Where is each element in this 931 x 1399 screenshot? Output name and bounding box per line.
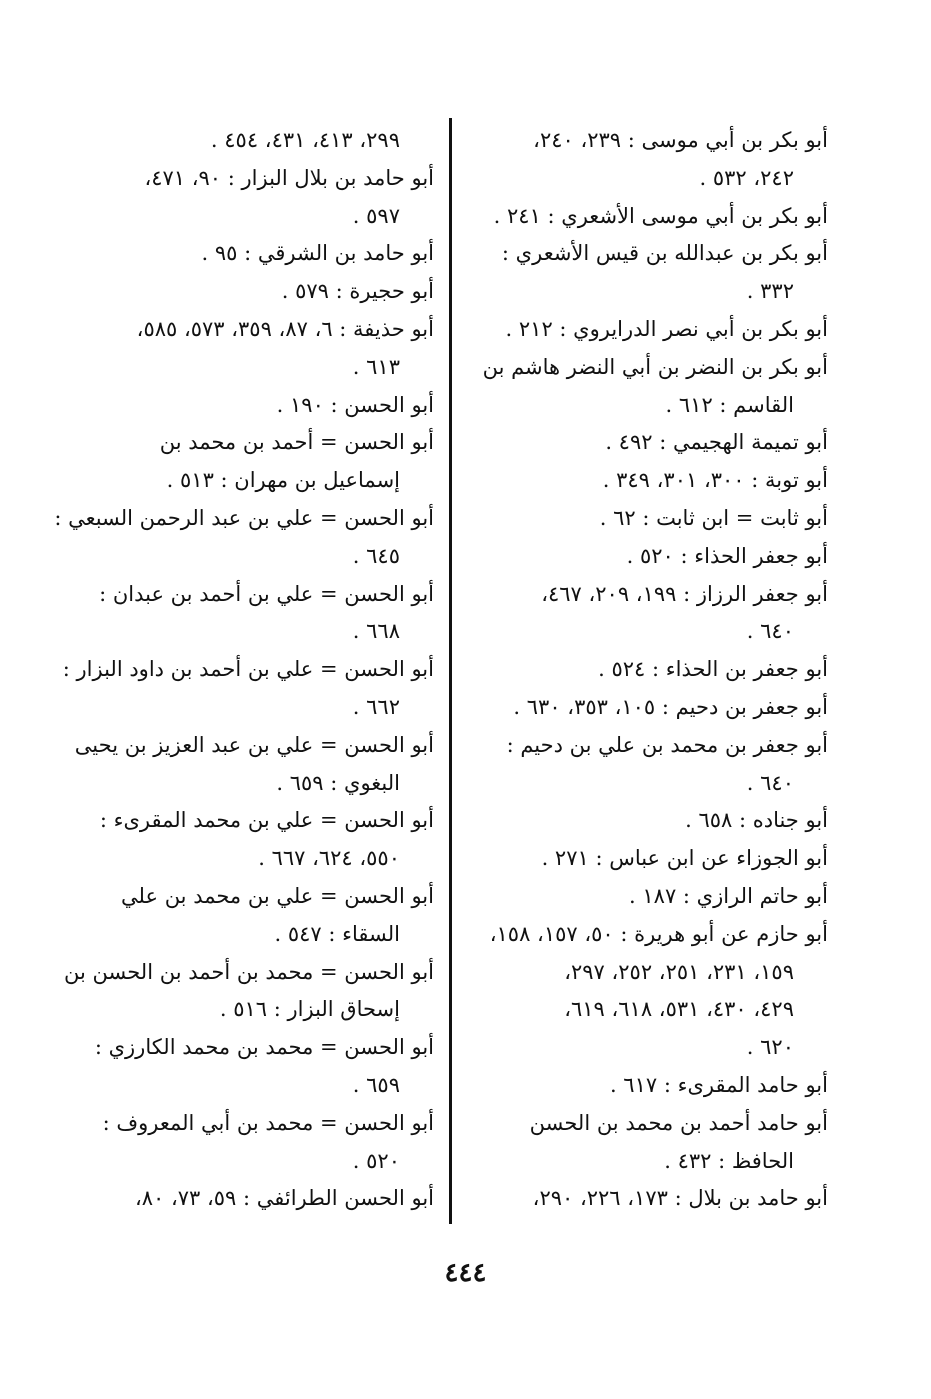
index-entry-line: ٦٤٥ . [352, 543, 400, 568]
index-entry-line: البغوي : ٦٥٩ . [276, 770, 400, 795]
index-entry-line: أبو حامد بن الشرقي : ٩٥ . [201, 241, 434, 266]
index-entry-line: ٢٤٢، ٥٣٢ . [699, 165, 794, 190]
index-entry-line: ٣٣٢ . [746, 279, 794, 304]
index-entry-line: أبو تميمة الهجيمي : ٤٩٢ . [605, 430, 828, 455]
index-entry-line: أبو ثابت = ابن ثابت : ٦٢ . [599, 505, 828, 530]
index-entry-line: السقاء : ٥٤٧ . [274, 921, 400, 946]
index-entry-line: أبو الحسن = أحمد بن محمد بن [159, 430, 434, 455]
index-entry-line: إسحاق البزار : ٥١٦ . [219, 997, 400, 1022]
index-entry-line: أبو الحسن = محمد بن أحمد بن الحسن بن [64, 959, 434, 984]
index-entry-line: أبو الحسن = علي بن محمد المقرىء : [99, 808, 434, 833]
column-divider [449, 118, 452, 1224]
index-entry-line: ١٥٩، ٢٣١، ٢٥١، ٢٥٢، ٢٩٧، [564, 959, 794, 984]
index-entry-line: أبو حازم عن أبو هريرة : ٥٠، ١٥٧، ١٥٨، [489, 921, 828, 946]
index-entry-line: أبو حجيرة : ٥٧٩ . [281, 279, 434, 304]
index-entry-line: أبو الحسن = علي بن أحمد بن عبدان : [99, 581, 434, 606]
index-entry-line: أبو الحسن الطرائفي : ٥٩، ٧٣، ٨٠، [134, 1186, 434, 1211]
index-entry-line: أبو توبة : ٣٠٠، ٣٠١، ٣٤٩ . [602, 468, 828, 493]
index-column-left [54, 122, 434, 1218]
index-entry-line: القاسم : ٦١٢ . [665, 392, 794, 417]
index-entry-line: أبو جعفر الرزاز : ١٩٩، ٢٠٩، ٤٦٧، [541, 581, 828, 606]
page-number: ٤٤٤ [444, 1258, 487, 1288]
index-entry-line: إسماعيل بن مهران : ٥١٣ . [166, 468, 400, 493]
index-entry-line: أبو حامد بن بلال : ١٧٣، ٢٢٦، ٢٩٠، [532, 1186, 828, 1211]
index-entry-line: أبو بكر بن عبدالله بن قيس الأشعري : [501, 241, 828, 266]
index-entry-line: أبو بكر بن النضر بن أبي النضر هاشم بن [482, 354, 828, 379]
index-entry-line: أبو بكر بن أبي موسى : ٢٣٩، ٢٤٠، [533, 128, 828, 152]
index-entry-line: أبو الحسن : ١٩٠ . [276, 392, 434, 417]
index-entry-line: أبو جعفر الحذاء : ٥٢٠ . [626, 543, 828, 568]
index-entry-line: أبو حامد أحمد بن محمد بن الحسن [529, 1110, 828, 1135]
index-entry-line: ٥٥٠، ٦٢٤، ٦٦٧ . [258, 846, 400, 871]
index-entry-line: أبو حاتم الرازي : ١٨٧ . [629, 883, 828, 908]
index-entry-line: أبو الجوزاء عن ابن عباس : ٢٧١ . [541, 846, 828, 871]
index-entry-line: أبو حذيفة : ٦، ٨٧، ٣٥٩، ٥٧٣، ٥٨٥، [136, 316, 434, 341]
index-entry-line: الحافظ : ٤٣٢ . [664, 1148, 794, 1173]
index-entry-line: أبو الحسن = علي بن عبد الرحمن السبعي : [54, 505, 434, 530]
index-entry-line: ٦١٣ . [352, 354, 400, 379]
index-entry-line: أبو جعفر بن محمد بن علي بن دحيم : [506, 732, 828, 757]
index-entry-line: أبو حامد بن بلال البزار : ٩٠، ٤٧١، [144, 165, 434, 190]
index-entry-line: أبو بكر بن أبي موسى الأشعري : ٢٤١ . [493, 203, 828, 228]
index-entry-line: ٦٤٠ . [746, 619, 794, 644]
index-column-right [468, 122, 828, 1218]
index-entry-line: أبو جناده : ٦٥٨ . [685, 808, 828, 833]
index-entry-line: أبو بكر بن أبي نصر الدرايروي : ٢١٢ . [505, 316, 828, 341]
index-entry-line: أبو الحسن = علي بن محمد بن علي [121, 883, 434, 908]
index-entry-line: ٦٢٠ . [746, 1035, 794, 1060]
index-entry-line: ٤٢٩، ٤٣٠، ٥٣١، ٦١٨، ٦١٩، [564, 997, 794, 1022]
index-entry-line: أبو الحسن = محمد بن أبي المعروف : [102, 1110, 434, 1135]
index-entry-line: ٥٢٠ . [352, 1148, 400, 1173]
index-entry-line: أبو الحسن = علي بن عبد العزيز بن يحيى [74, 732, 434, 757]
index-entry-line: ٦٦٢ . [352, 694, 400, 719]
index-entry-line: أبو الحسن = محمد بن محمد الكارزي : [94, 1035, 434, 1060]
index-entry-line: أبو حامد المقرىء : ٦١٧ . [609, 1072, 828, 1097]
index-entry-line: أبو الحسن = علي بن أحمد بن داود البزار : [62, 657, 434, 682]
index-entry-line: ٢٩٩، ٤١٣، ٤٣١، ٤٥٤ . [210, 128, 400, 152]
index-entry-line: ٥٩٧ . [352, 203, 400, 228]
index-entry-line: أبو جعفر بن دحيم : ١٠٥، ٣٥٣، ٦٣٠ . [513, 694, 828, 719]
index-entry-line: ٦٥٩ . [352, 1072, 400, 1097]
index-entry-line: ٦٤٠ . [746, 770, 794, 795]
index-entry-line: ٦٦٨ . [352, 619, 400, 644]
index-entry-line: أبو جعفر بن الحذاء : ٥٢٤ . [598, 657, 828, 682]
